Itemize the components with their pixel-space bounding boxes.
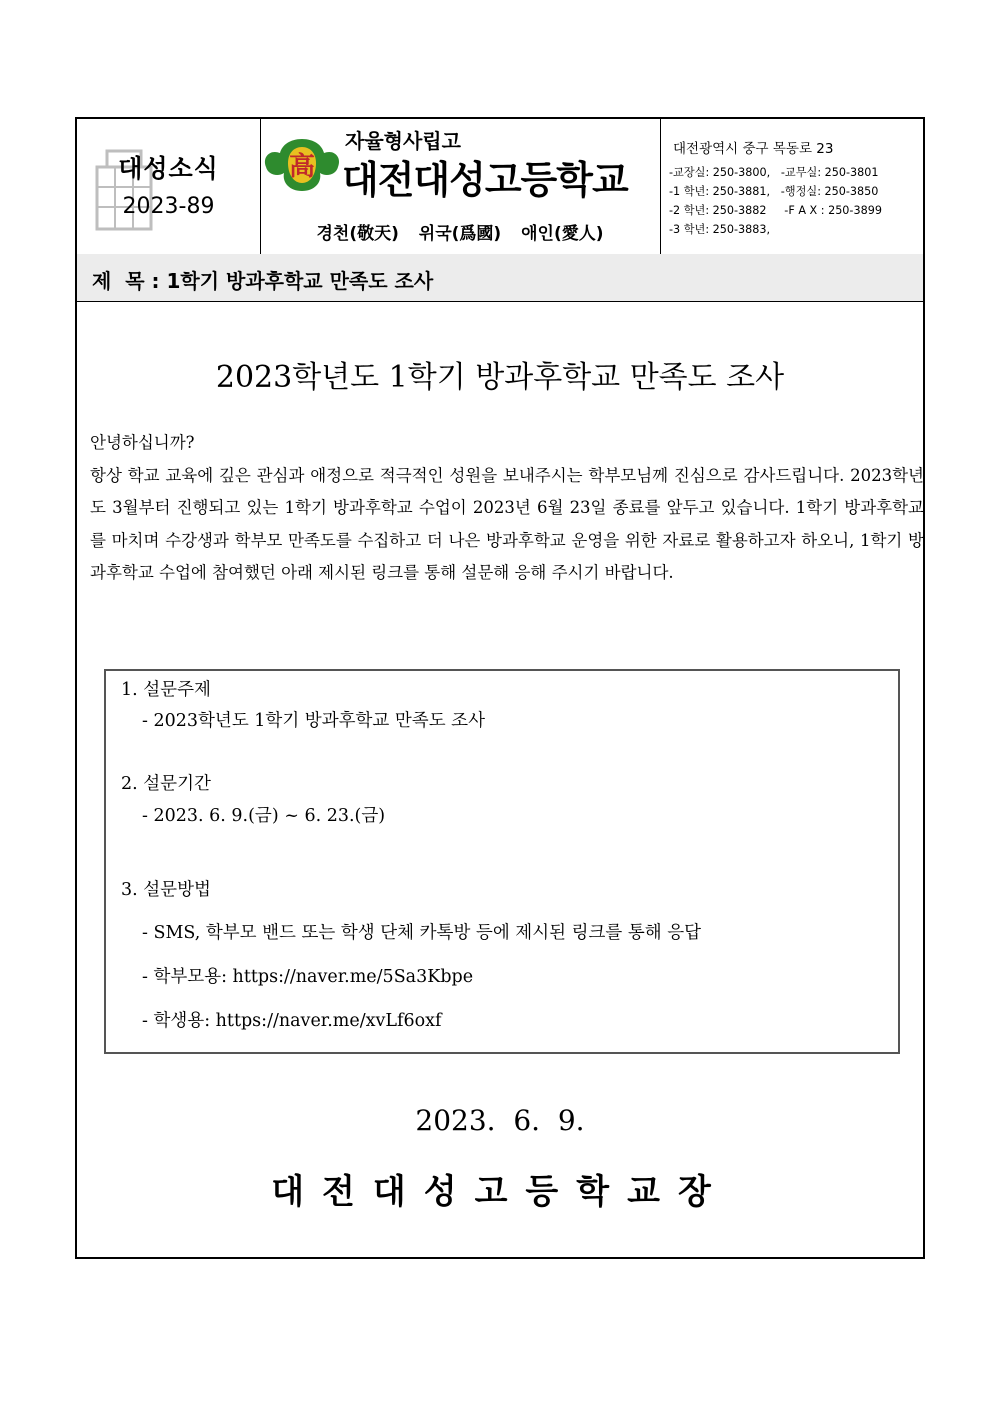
letterhead [77,119,923,255]
school-address: 대전광역시 중구 목동로 23 [673,141,834,157]
phone-line: -교장실: 250-3800, -교무실: 250-3801 [669,166,879,179]
contact-numbers [669,163,882,239]
student-survey-link[interactable]: - 학생용: https://naver.me/xvLf6oxf [142,1011,442,1031]
newsletter-title: 대성소식 [118,154,219,183]
survey-period-value: - 2023. 6. 9.(금) ~ 6. 23.(금) [142,806,386,826]
page-title: 2023학년도 1학기 방과후학교 만족도 조사 [215,360,785,395]
letter-body [90,427,924,590]
phone-line: -1 학년: 250-3881, -행정실: 250-3850 [669,185,879,198]
issue-date: 2023. 6. 9. [415,1104,585,1137]
signer: 대전대성고등학교장 [271,1172,729,1212]
greeting: 안녕하십니까? [90,433,195,452]
survey-info-box [104,669,900,1054]
survey-topic-value: - 2023학년도 1학기 방과후학교 만족도 조사 [142,711,485,731]
school-name: 대전대성고등학교 [342,158,628,202]
school-emblem-icon [262,135,342,193]
document-frame [75,117,925,1259]
subject-line: 제 목 : 1학기 방과후학교 만족도 조사 [92,269,434,293]
survey-method-value: - SMS, 학부모 밴드 또는 학생 단체 카톡방 등에 제시된 링크를 통해 응답 [142,923,702,943]
subject-bar [77,254,923,302]
school-type: 자율형사립고 [345,129,461,153]
newsletter-number: 2023-89 [122,194,215,219]
school-motto: 경천(敬天) 위국(爲國) 애인(愛人) [316,224,604,244]
school-cell [260,119,661,254]
newsletter-cell [77,119,261,254]
survey-method-heading: 3. 설문방법 [121,880,211,900]
phone-line: -3 학년: 250-3883, [669,223,771,236]
body-paragraph: 항상 학교 교육에 깊은 관심과 애정으로 적극적인 성원을 보내주시는 학부모님께 진심으로 감사드립니다. 2023학년도 3월부터 진행되고 있는 1학기 방과후학교 수업이 2023년 6월 23일 종료를 앞두고 있습니다. 1학기 방과후학교를 마치며 수강생과 학부모 만족도를 수집하고 더 나은 방과후학교 운영을 위한 자료로 활용하고자 하오니, 1학기 방과후학교 수업에 참여했던 아래 제시된 링크를 통해 설문해 응해 주시기 바랍니다. [90,465,924,582]
survey-period-heading: 2. 설문기간 [121,774,211,794]
parent-survey-link[interactable]: - 학부모용: https://naver.me/5Sa3Kbpe [142,967,474,987]
contact-cell [661,119,923,254]
emblem-char: 高 [288,152,316,182]
survey-topic-heading: 1. 설문주제 [121,680,211,700]
phone-line: -2 학년: 250-3882 -F A X : 250-3899 [669,204,882,217]
